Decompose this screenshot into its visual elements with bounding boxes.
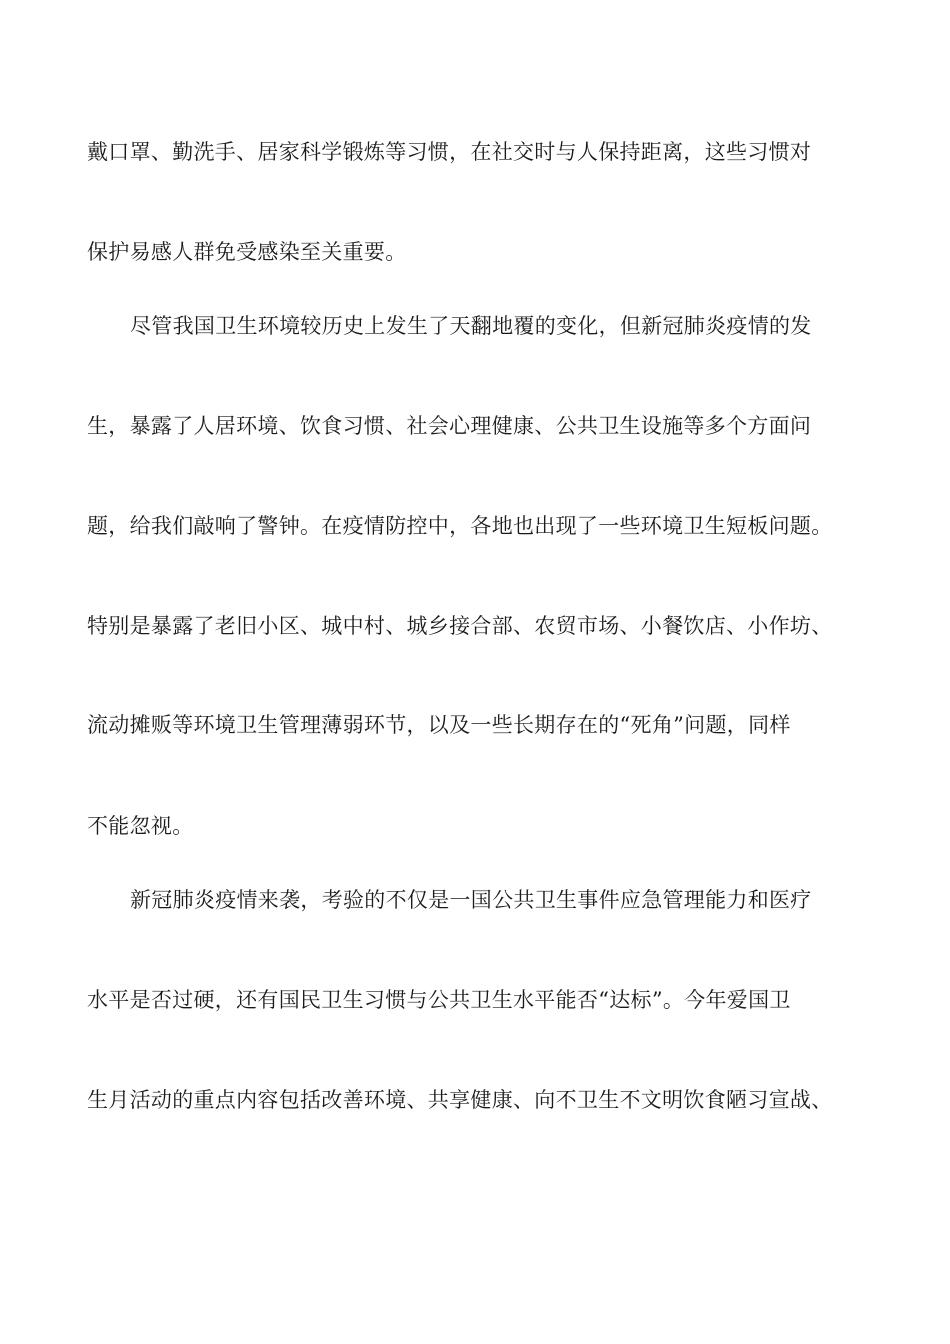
text-line: 流动摊贩等环境卫生管理薄弱环节，以及一些长期存在的“死角”问题，同样 xyxy=(87,713,791,737)
text-line: 戴口罩、勤洗手、居家科学锻炼等习惯，在社交时与人保持距离，这些习惯对 xyxy=(87,140,812,164)
paragraph-start-line: 新冠肺炎疫情来袭，考验的不仅是一国公共卫生事件应急管理能力和医疗 xyxy=(130,888,812,912)
paragraph-start-line: 尽管我国卫生环境较历史上发生了天翻地覆的变化，但新冠肺炎疫情的发 xyxy=(130,314,812,338)
text-line: 生，暴露了人居环境、饮食习惯、社会心理健康、公共卫生设施等多个方面问 xyxy=(87,414,812,438)
text-line: 生月活动的重点内容包括改善环境、共享健康、向不卫生不文明饮食陋习宣战、 xyxy=(87,1088,833,1112)
text-line: 特别是暴露了老旧小区、城中村、城乡接合部、农贸市场、小餐饮店、小作坊、 xyxy=(87,614,833,638)
text-line: 不能忽视。 xyxy=(87,814,194,838)
text-line: 题，给我们敲响了警钟。在疫情防控中，各地也出现了一些环境卫生短板问题。 xyxy=(87,514,833,538)
text-line: 水平是否过硬，还有国民卫生习惯与公共卫生水平能否“达标”。今年爱国卫 xyxy=(87,988,791,1012)
text-line: 保护易感人群免受感染至关重要。 xyxy=(87,240,407,264)
